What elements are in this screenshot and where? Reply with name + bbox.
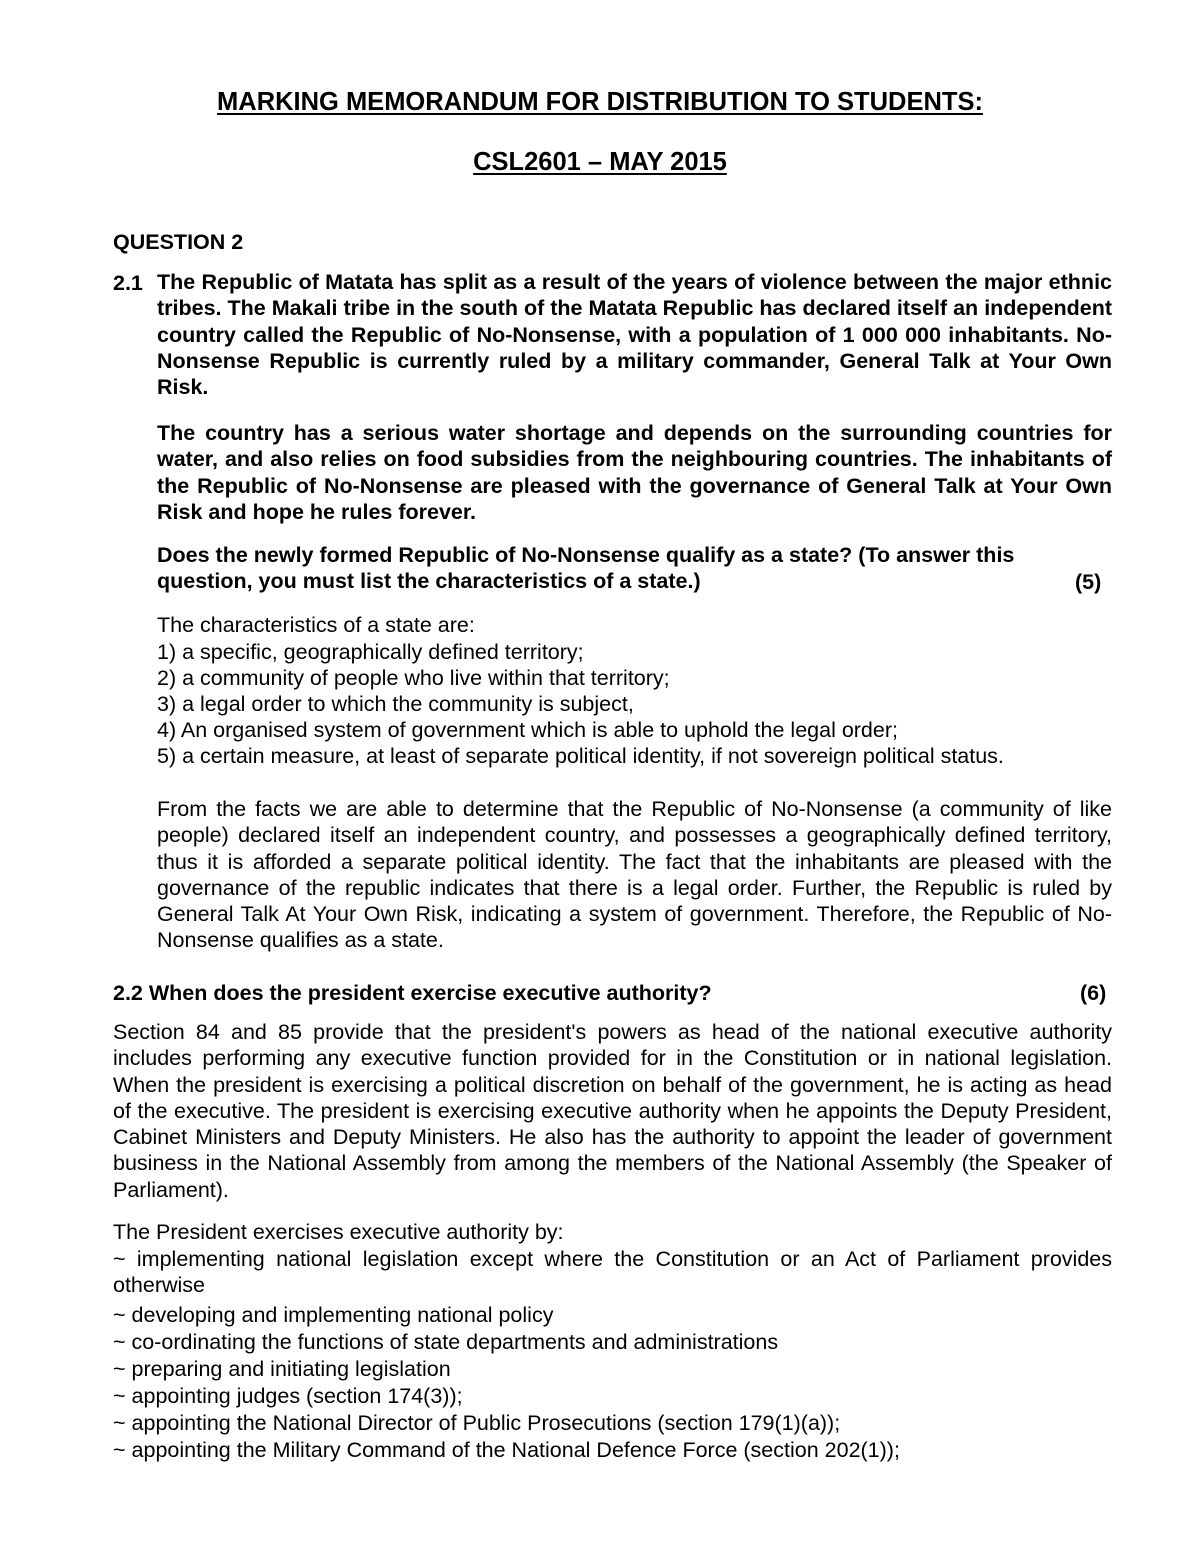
question-text-line-1: Does the newly formed Republic of No-Nonsense qualify as a state? (To answer this — [157, 543, 1015, 567]
answer-conclusion: From the facts we are able to determine that the Republic of No-Nonsense (a community of like people) declared itself an independent country, and possesses a geographically defined territory, thus it is afforded a separate political identity. The fact that the inhabitants are pleased with the governance of the republic indicates that there is a legal order. Further, the Republic is ruled by General Talk At Your Own Risk, indicating a system of government. Therefore, the Republic of No-Nonsense qualifies as a state. — [157, 797, 1112, 953]
question-text-line-2: question, you must list the characteristics of a state.) — [157, 569, 701, 593]
authority-list-item: ~ appointing judges (section 174(3)); — [113, 1384, 463, 1408]
authority-list-item: ~ developing and implementing national policy — [113, 1303, 554, 1327]
characteristic-item: 2) a community of people who live within that territory; — [157, 666, 670, 690]
question-2-2-marks: (6) — [1080, 981, 1107, 1005]
authority-list-item: ~ appointing the Military Command of the National Defence Force (section 202(1)); — [113, 1438, 900, 1462]
scenario-paragraph-2: The country has a serious water shortage and depends on the surrounding countries for water, and also relies on food subsidies from the neighbouring countries. The inhabitants of the Republic of No-Nonsense are pleased with the governance of General Talk at Your Own Risk and hope he rules forever. — [157, 421, 1112, 524]
characteristic-item: 1) a specific, geographically defined territory; — [157, 640, 584, 664]
answer-intro: The characteristics of a state are: — [157, 613, 475, 637]
authority-list-item: ~ appointing the National Director of Public Prosecutions (section 179(1)(a)); — [113, 1411, 841, 1435]
authority-list-item: ~ co-ordinating the functions of state departments and administrations — [113, 1330, 779, 1354]
answer-2-2-paragraph: Section 84 and 85 provide that the president's powers as head of the national executive authority includes performing any executive function provided for in the Constitution or in national legislation. When the president is exercising a political discretion on behalf of the government, he is acting as head of the executive. The president is exercising executive authority when he appoints the Deputy President, Cabinet Ministers and Deputy Ministers. He also has the authority to appoint the leader of government business in the National Assembly from among the members of the National Assembly (the Speaker of Parliament). — [113, 1020, 1112, 1202]
characteristic-item: 4) An organised system of government which is able to uphold the legal order; — [157, 718, 898, 742]
authority-list-item: ~ implementing national legislation except where the Constitution or an Act of Parliament provides otherwise — [113, 1247, 1112, 1298]
question-number: 2.1 — [113, 271, 143, 295]
authority-list-item: ~ preparing and initiating legislation — [113, 1357, 451, 1381]
authority-list-intro: The President exercises executive authority by: — [113, 1220, 564, 1244]
characteristic-item: 3) a legal order to which the community is subject, — [157, 692, 634, 716]
scenario-paragraph-1: The Republic of Matata has split as a result of the years of violence between the major ethnic tribes. The Makali tribe in the south of the Matata Republic has declared itself an independent country called the Republic of No-Nonsense, with a population of 1 000 000 inhabitants. No-Nonsense Republic is currently ruled by a military commander, General Talk at Your Own Risk. — [157, 270, 1112, 400]
characteristic-item: 5) a certain measure, at least of separate political identity, if not sovereign political status. — [157, 744, 1004, 768]
document-title: MARKING MEMORANDUM FOR DISTRIBUTION TO STUDENTS: — [217, 88, 983, 116]
question-marks: (5) — [1075, 570, 1102, 594]
document-subtitle: CSL2601 – MAY 2015 — [473, 148, 727, 176]
question-2-2-text: 2.2 When does the president exercise executive authority? — [113, 981, 712, 1005]
question-heading: QUESTION 2 — [113, 230, 244, 254]
